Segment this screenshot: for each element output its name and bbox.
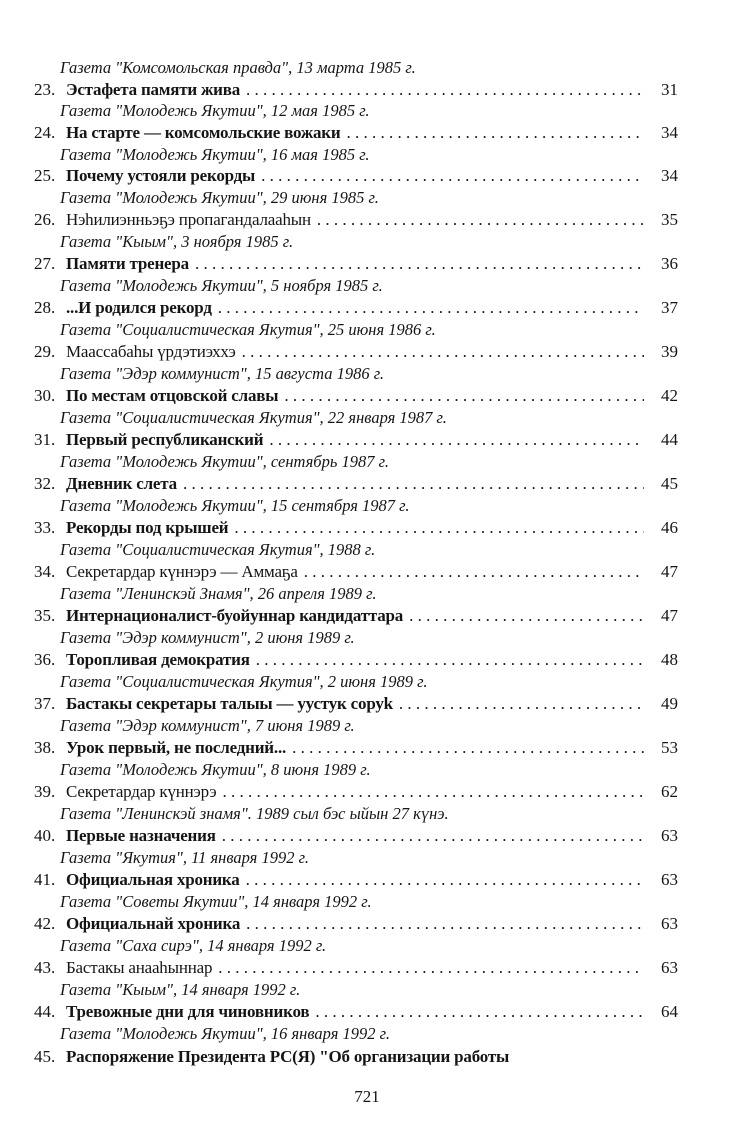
entry-page-number: 35 — [661, 210, 678, 229]
entry-title: Рекорды под крышей — [66, 518, 229, 537]
entry-page-number: 62 — [661, 782, 678, 801]
dot-leader — [317, 208, 644, 232]
toc-entry — [34, 340, 678, 364]
dot-leader — [284, 384, 644, 408]
dot-leader — [246, 912, 644, 936]
dot-leader — [256, 648, 644, 672]
toc-entry — [34, 252, 678, 276]
entry-page-number: 47 — [661, 562, 678, 581]
entry-page-number: 31 — [661, 80, 678, 99]
page-number: 721 — [354, 1087, 380, 1106]
entry-page-number: 45 — [661, 474, 678, 493]
toc-entry — [34, 121, 678, 145]
entry-title: Первые назначения — [66, 826, 216, 845]
entry-source: Газета "Саха сирэ", 14 января 1992 г. — [60, 936, 327, 955]
entry-source: Газета "Кыым", 3 ноября 1985 г. — [60, 232, 294, 251]
entry-page-number: 64 — [661, 1002, 678, 1021]
dot-leader — [183, 472, 644, 496]
entry-number: 39. — [34, 782, 56, 801]
toc-entry — [34, 604, 678, 628]
entry-title: Нэһилиэнньэҕэ пропагандалааһын — [66, 210, 311, 229]
entry-source: Газета "Социалистическая Якутия", 22 января 1987 г. — [60, 408, 447, 427]
entry-source: Газета "Социалистическая Якутия", 1988 г. — [60, 540, 376, 559]
entry-number: 41. — [34, 870, 56, 889]
entry-number: 31. — [34, 430, 56, 449]
toc-entry — [34, 208, 678, 232]
toc-entry — [34, 516, 678, 540]
entry-source: Газета "Молодежь Якутии", 16 января 1992 г. — [60, 1024, 390, 1043]
toc-entry — [34, 780, 678, 804]
entry-page-number: 36 — [661, 254, 678, 273]
toc-entry — [34, 736, 678, 760]
entry-number: 24. — [34, 123, 56, 142]
entry-source: Газета "Молодежь Якутии", 15 сентября 1987 г. — [60, 496, 410, 515]
entry-page-number: 34 — [661, 166, 678, 185]
entry-title: Памяти тренера — [66, 254, 189, 273]
entry-source: Газета "Комсомольская правда", 13 марта 1985 г. — [60, 58, 416, 77]
dot-leader — [246, 868, 644, 892]
entry-page-number: 44 — [661, 430, 678, 449]
toc-entry — [34, 296, 678, 320]
entry-title: Распоряжение Президента РС(Я) "Об организации работы — [66, 1047, 510, 1066]
dot-leader — [234, 516, 644, 540]
entry-title: По местам отцовской славы — [66, 386, 279, 405]
toc-entry — [34, 648, 678, 672]
dot-leader — [269, 428, 644, 452]
dot-leader — [218, 296, 644, 320]
entry-number: 43. — [34, 958, 56, 977]
dot-leader — [222, 780, 644, 804]
entry-number: 40. — [34, 826, 56, 845]
toc-entry — [34, 1000, 678, 1024]
entry-title: Урок первый, не последний... — [66, 738, 287, 757]
entry-title: Первый республиканский — [66, 430, 264, 449]
dot-leader — [409, 604, 644, 628]
entry-number: 26. — [34, 210, 56, 229]
dot-leader — [304, 560, 644, 584]
entry-number: 30. — [34, 386, 56, 405]
dot-leader — [261, 164, 644, 188]
toc-entry — [34, 912, 678, 936]
entry-source: Газета "Ленинскэй Знамя", 26 апреля 1989 г. — [60, 584, 377, 603]
entry-page-number: 63 — [661, 914, 678, 933]
entry-number: 25. — [34, 166, 56, 185]
entry-page-number: 53 — [661, 738, 678, 757]
entry-number: 29. — [34, 342, 56, 361]
entry-title: Бастакы секретары талыы — уустук соруk — [66, 694, 393, 713]
entry-source: Газета "Эдэр коммунист", 7 июня 1989 г. — [60, 716, 355, 735]
entry-page-number: 34 — [661, 123, 678, 142]
entry-page-number: 47 — [661, 606, 678, 625]
entry-source: Газета "Советы Якутии", 14 января 1992 г. — [60, 892, 372, 911]
entry-number: 37. — [34, 694, 56, 713]
dot-leader — [222, 824, 644, 848]
entry-source: Газета "Ленинскэй знамя". 1989 сыл бэс ыйын 27 күнэ. — [60, 804, 449, 823]
toc-entry — [34, 560, 678, 584]
entry-source: Газета "Молодежь Якутии", 8 июня 1989 г. — [60, 760, 371, 779]
entry-number: 33. — [34, 518, 56, 537]
entry-number: 35. — [34, 606, 56, 625]
toc-entry — [34, 384, 678, 408]
dot-leader — [218, 956, 644, 980]
entry-page-number: 63 — [661, 958, 678, 977]
entry-title: Секретардар күннэрэ — [66, 782, 217, 801]
entry-title: Тревожные дни для чиновников — [66, 1002, 310, 1021]
entry-number: 34. — [34, 562, 56, 581]
entry-title: Официальнай хроника — [66, 914, 241, 933]
entry-title: Эстафета памяти жива — [66, 80, 241, 99]
entry-page-number: 48 — [661, 650, 678, 669]
entry-title: Официальная хроника — [66, 870, 240, 889]
entry-number: 27. — [34, 254, 56, 273]
entry-source: Газета "Молодежь Якутии", 12 мая 1985 г. — [60, 101, 370, 120]
toc-entry — [34, 428, 678, 452]
entry-page-number: 63 — [661, 826, 678, 845]
toc-entry — [34, 164, 678, 188]
entry-number: 45. — [34, 1047, 56, 1066]
entry-source: Газета "Эдэр коммунист", 15 августа 1986 г. — [60, 364, 385, 383]
toc-entry — [34, 692, 678, 716]
entry-source: Газета "Молодежь Якутии", сентябрь 1987 г. — [60, 452, 389, 471]
dot-leader — [315, 1000, 644, 1024]
entry-source: Газета "Молодежь Якутии", 16 мая 1985 г. — [60, 145, 370, 164]
dot-leader — [292, 736, 644, 760]
entry-page-number: 42 — [661, 386, 678, 405]
entry-source: Газета "Социалистическая Якутия", 2 июня 1989 г. — [60, 672, 428, 691]
entry-page-number: 49 — [661, 694, 678, 713]
entry-number: 32. — [34, 474, 56, 493]
entry-number: 23. — [34, 80, 56, 99]
entry-title: Интернационалист-буойуннар кандидаттара — [66, 606, 404, 625]
entry-source: Газета "Якутия", 11 января 1992 г. — [60, 848, 309, 867]
entry-title: Дневник слета — [66, 474, 177, 493]
entry-title: Маассабаһы үрдэтиэххэ — [66, 342, 236, 361]
entry-number: 36. — [34, 650, 56, 669]
entry-page-number: 63 — [661, 870, 678, 889]
toc-entry — [34, 824, 678, 848]
toc-entry — [34, 956, 678, 980]
entry-title: Бастакы анааһыннар — [66, 958, 213, 977]
entry-page-number: 46 — [661, 518, 678, 537]
dot-leader — [195, 252, 644, 276]
entry-title: Почему устояли рекорды — [66, 166, 256, 185]
entry-title: Торопливая демократия — [66, 650, 250, 669]
dot-leader — [399, 692, 644, 716]
toc-entry — [34, 1045, 678, 1069]
dot-leader — [347, 121, 645, 145]
entry-title: Секретардар күннэрэ — Аммаҕа — [66, 562, 298, 581]
entry-source: Газета "Молодежь Якутии", 5 ноября 1985 г. — [60, 276, 383, 295]
entry-number: 44. — [34, 1002, 56, 1021]
entry-page-number: 37 — [661, 298, 678, 317]
entry-number: 38. — [34, 738, 56, 757]
entry-source: Газета "Социалистическая Якутия", 25 июня 1986 г. — [60, 320, 436, 339]
dot-leader — [242, 340, 644, 364]
entry-page-number: 39 — [661, 342, 678, 361]
entry-number: 28. — [34, 298, 56, 317]
entry-title: На старте — комсомольские вожаки — [66, 123, 341, 142]
entry-source: Газета "Кыым", 14 января 1992 г. — [60, 980, 301, 999]
toc-entry — [34, 472, 678, 496]
toc-entry — [34, 868, 678, 892]
entry-title: ...И родился рекорд — [66, 298, 212, 317]
entry-source: Газета "Молодежь Якутии", 29 июня 1985 г. — [60, 188, 379, 207]
entry-number: 42. — [34, 914, 56, 933]
entry-source: Газета "Эдэр коммунист", 2 июня 1989 г. — [60, 628, 355, 647]
